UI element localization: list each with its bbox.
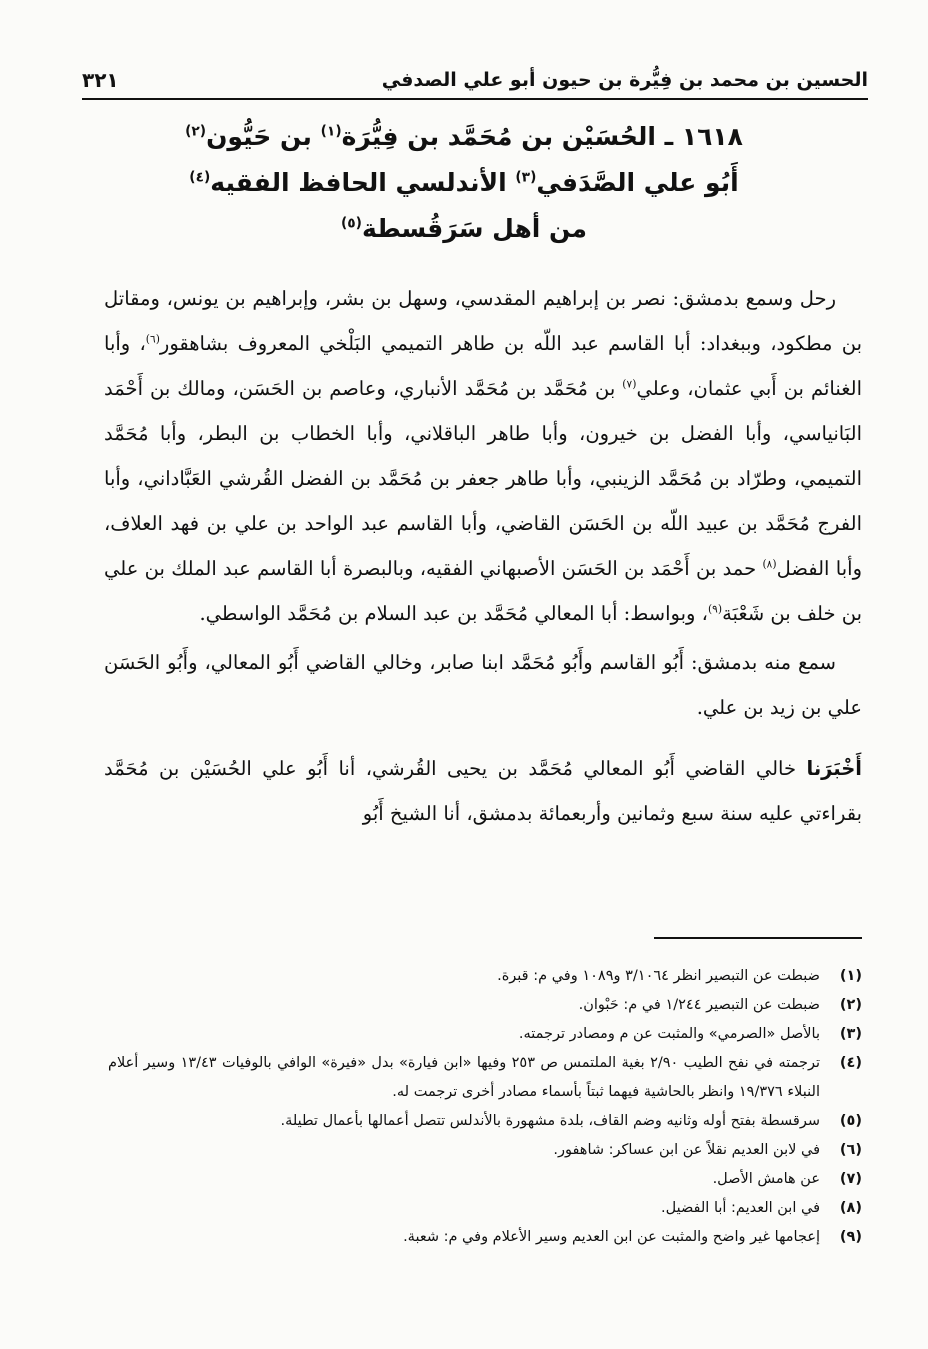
footnote-separator: [654, 937, 862, 939]
entry-name: ١٦١٨ ـ الحُسَيْن بن مُحَمَّد بن فِيُّرَة: [341, 122, 743, 151]
footnote: [108, 1020, 862, 1049]
footnote-number: (١): [839, 968, 862, 984]
footnote-text: في لابن العديم نقلاً عن ابن عساكر: شاهفور.: [553, 1142, 820, 1158]
footnote: [108, 1194, 862, 1223]
footnote-text: إعجامها غير واضح والمثبت عن ابن العديم وسير الأعلام وفي م: شعبة.: [403, 1229, 820, 1245]
footnote-ref-4: (٤): [189, 169, 211, 186]
paragraph-isnad: [104, 746, 862, 836]
footnote-ref-8: (٨): [762, 557, 777, 571]
footnote-ref-1: (١): [320, 123, 342, 140]
text-run: رحل وسمع بدمشق: نصر بن إبراهيم المقدسي، وسهل بن بشر، وإبراهيم بن يونس، ومقاتل بن مطكود، وببغداد: أبا القاسم عبد اللّه بن طاهر التميمي البَلْخي المعروف بشاهقور: [104, 287, 862, 355]
footnote: [108, 1165, 862, 1194]
footnote-ref-6: (٦): [145, 332, 160, 346]
footnote-number: (٦): [839, 1142, 862, 1158]
footnote-ref-5: (٥): [340, 215, 362, 232]
footnote: [108, 1223, 862, 1252]
body-text: [104, 276, 862, 836]
footnote-text: سرقسطة بفتح أوله وثانيه وضم القاف، بلدة مشهورة بالأندلس تتصل أعمالها بأعمال تطيلة.: [280, 1113, 820, 1129]
footnote-number: (٩): [839, 1229, 862, 1245]
entry-title-line-3: [100, 206, 828, 252]
footnote-ref-9: (٩): [707, 602, 723, 616]
text-run: حمد بن أَحْمَد بن الحَسَن الأصبهاني الفقيه، وبالبصرة أبا القاسم عبد الملك بن علي بن خلف بن شَعْبَة: [104, 557, 862, 625]
footnote-ref-3: (٣): [515, 169, 537, 186]
footnote: [108, 1136, 862, 1165]
entry-origin: من أهل سَرَقُسطة: [361, 214, 588, 243]
footnotes: [108, 962, 862, 1252]
entry-title: [100, 114, 828, 252]
footnote: [108, 962, 862, 991]
footnote-text: عن هامش الأصل.: [712, 1171, 820, 1187]
footnote-text: في ابن العديم: أبا الفضيل.: [661, 1200, 820, 1216]
footnote-number: (٥): [839, 1113, 862, 1129]
footnote-ref-7: (٧): [622, 377, 637, 391]
entry-name-cont: بن حَيُّون: [206, 122, 312, 151]
text-run: بن مُحَمَّد بن مُحَمَّد الأنباري، وعاصم بن الحَسَن، ومالك بن أَحْمَد البَانياسي، وأبا الفضل بن خيرون، وأبا طاهر الباقلاني، وأبا الخطاب بن البطر، وأبا مُحَمَّد التميمي، وطرّاد بن مُحَمَّد الزينبي، وأبا طاهر جعفر بن مُحَمَّد بن الفضل القُرشي العَبَّاداني، وأبا الفرج مُحَمَّد بن عبيد اللّه بن الحَسَن القاضي، وأبا القاسم عبد الواحد بن علي بن فهد العلاف، وأبا الفضل: [104, 377, 862, 580]
footnote-text: ضبطت عن التبصير ١/٢٤٤ في م: حَبْوان.: [578, 997, 820, 1013]
footnote: [108, 1107, 862, 1136]
paragraph-students: سمع منه بدمشق: أَبُو القاسم وأَبُو مُحَمَّد ابنا صابر، وخالي القاضي أَبُو المعالي، وأَبُو الحَسَن علي بن زيد بن علي.: [104, 651, 862, 719]
entry-title-line-1: [100, 114, 828, 160]
footnote-number: (٤): [839, 1055, 862, 1071]
text-run: ، وبواسط: أبا المعالي مُحَمَّد بن عبد السلام بن مُحَمَّد الواسطي.: [199, 602, 708, 625]
text-run: خالي القاضي أَبُو المعالي مُحَمَّد بن يحيى القُرشي، أنا أَبُو علي الحُسَيْن بن مُحَمَّد بقراءتي عليه سنة سبع وثمانين وأربعمائة بدمشق، أنا الشيخ أَبُو: [104, 757, 862, 825]
text-run: ، وأبا الغنائم بن أَبي عثمان، وعلي: [104, 332, 862, 400]
footnote-number: (٢): [839, 997, 862, 1013]
footnote: [108, 991, 862, 1020]
page-number: ٣٢١: [82, 68, 119, 92]
footnote-text: ترجمته في نفح الطيب ٢/٩٠ بغية الملتمس ص ٢٥٣ وفيها «ابن فيارة» بدل «فيرة» الوافي بالوفيات ١٣/٤٣ وسير أعلام النبلاء ١٩/٣٧٦ وانظر بالحاشية فيهما ثبتاً بأسماء مصادر أخرى ترجمت له.: [108, 1055, 820, 1100]
akhbarana-keyword: أَخْبَرَنا: [806, 757, 862, 780]
entry-epithet: الأندلسي الحافظ الفقيه: [210, 168, 507, 197]
entry-title-line-2: [100, 160, 828, 206]
running-header: [82, 62, 868, 100]
header-title: الحسين بن محمد بن فِيُّرة بن حيون أبو علي الصدفي: [381, 69, 868, 91]
footnote-ref-2: (٢): [185, 123, 207, 140]
footnote-number: (٧): [839, 1171, 862, 1187]
footnote-number: (٨): [839, 1200, 862, 1216]
footnote: [108, 1049, 862, 1107]
footnote-number: (٣): [839, 1026, 862, 1042]
footnote-text: بالأصل «الصرمي» والمثبت عن م ومصادر ترجمته.: [518, 1026, 820, 1042]
entry-kunya: أَبُو علي الصَّدَفي: [536, 168, 739, 197]
paragraph-teachers: [104, 276, 862, 636]
footnote-text: ضبطت عن التبصير انظر ٣/١٠٦٤ و١٠٨٩ وفي م: قبرة.: [497, 968, 820, 984]
